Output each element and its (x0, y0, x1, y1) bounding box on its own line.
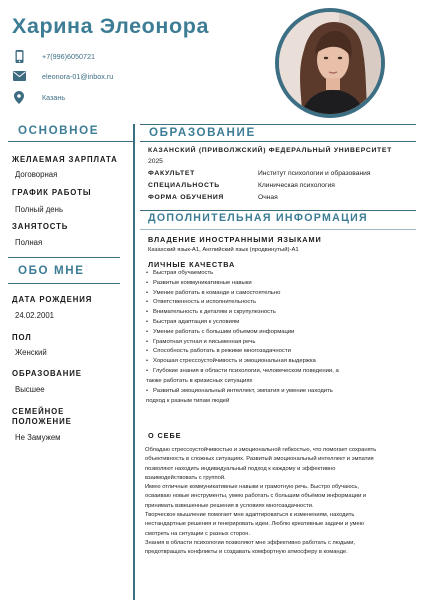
study-form-value: Очная (258, 194, 278, 201)
paragraph-line: Творческое мышление помогает мне адаптироваться к изменениям, находить (145, 512, 355, 519)
contact-email (12, 69, 113, 83)
section-additional-heading: ДОПОЛНИТЕЛЬНАЯ ИНФОРМАЦИЯ (148, 212, 368, 224)
paragraph-line: Обладаю стрессоустойчивостью и эмоциональной гибкостью, что помогает сохранять (145, 447, 377, 453)
paragraph-line: Знания в области психологии позволяют мне эффективно работать с людьми, (145, 539, 356, 546)
languages-value: Казахский язык-А1, Английский язык (продвинутый)-А1 (148, 247, 299, 253)
paragraph-line: осваиваю новые инструменты, умею работать с большим объёмом информации и (145, 493, 367, 500)
list-item: • Умение работать в команде и самостоятельно (146, 289, 416, 299)
paragraph-line: взаимодействовать с группой. (145, 474, 226, 481)
birth-value: 24.02.2001 (15, 311, 55, 320)
employment-value: Полная (15, 238, 43, 247)
location-text: Казань (42, 92, 66, 102)
divider (140, 210, 416, 211)
qualities-label: ЛИЧНЫЕ КАЧЕСТВА (148, 260, 236, 269)
divider (140, 124, 416, 125)
about-self-label: О СЕБЕ (148, 431, 182, 440)
divider (8, 257, 120, 258)
qualities-list (146, 269, 416, 377)
email-icon (12, 69, 26, 83)
paragraph-line: предотвращать конфликты и создавать комфортную атмосферу в команде. (145, 549, 348, 556)
location-icon (12, 90, 26, 104)
birth-label: ДАТА РОЖДЕНИЯ (12, 295, 93, 304)
section-main-heading: ОСНОВНОЕ (18, 124, 100, 137)
faculty-label: ФАКУЛЬТЕТ (148, 170, 195, 177)
languages-label: ВЛАДЕНИЕ ИНОСТРАННЫМИ ЯЗЫКАМИ (148, 235, 322, 244)
divider (8, 283, 120, 284)
divider (140, 141, 416, 142)
paragraph-line: смотреть на ситуации с разных сторон. (145, 530, 251, 537)
profile-photo (275, 8, 385, 118)
section-about-heading: ОБО МНЕ (18, 264, 85, 277)
gender-value: Женский (15, 348, 47, 357)
divider (140, 229, 416, 230)
schedule-label: ГРАФИК РАБОТЫ (12, 188, 92, 197)
employment-label: ЗАНЯТОСТЬ (12, 222, 69, 231)
paragraph-line: нестандартные решения и генерировать идеи. Люблю креативные задачи и умею (145, 521, 364, 528)
contact-location (12, 90, 65, 104)
education-level-value: Высшее (15, 385, 45, 394)
list-item-continuation: также работать в кризисных ситуациях (146, 378, 253, 384)
list-item: • Глубокие знания в области психологии, человеческом поведении, а (146, 367, 416, 377)
list-item: • Быстрая адаптация к условиям (146, 318, 416, 328)
university-name: КАЗАНСКИЙ (ПРИВОЛЖСКИЙ) ФЕДЕРАЛЬНЫЙ УНИВЕРСИТЕТ (148, 147, 392, 154)
paragraph-line: принимать взвешенные решения в условиях многозадачности. (145, 502, 314, 509)
list-item: • Развитый эмоциональный интеллект, эмпатия и умение находить (146, 387, 333, 397)
gender-label: ПОЛ (12, 333, 32, 342)
salary-label: ЖЕЛАЕМАЯ ЗАРПЛАТА (12, 155, 118, 164)
list-item: • Умение работать с большим объемом информации (146, 328, 416, 338)
list-item: • Способность работать в режиме многозадачности (146, 347, 416, 357)
column-divider (133, 124, 135, 600)
divider (8, 141, 134, 142)
candidate-name: Харина Элеонора (12, 14, 209, 38)
contact-phone (12, 49, 95, 63)
paragraph-line: объективность в сложных ситуациях. Развитый эмоциональный интеллект и эмпатия (145, 456, 374, 463)
list-item: • Развитые коммуникативные навыки (146, 279, 416, 289)
list-item: • Быстрая обучаемость (146, 269, 416, 279)
faculty-value: Институт психологии и образования (258, 170, 371, 177)
paragraph-line: позволяют находить индивидуальный подход к каждому и эффективно (145, 465, 336, 472)
email-text[interactable]: eleonora-01@inbox.ru (42, 71, 114, 81)
salary-value: Договорная (15, 170, 58, 179)
list-item: • Внимательность к деталям и скрупулезность (146, 308, 416, 318)
phone-text[interactable]: +7(996)6050721 (42, 51, 95, 61)
bullet: • (146, 388, 149, 394)
about-self-text (145, 446, 417, 558)
list-item: • Хорошая стрессоустойчивость и эмоциональная выдержка (146, 357, 416, 367)
specialty-label: СПЕЦИАЛЬНОСТЬ (148, 182, 220, 189)
marital-label: СЕМЕЙНОЕ ПОЛОЖЕНИЕ (12, 407, 72, 426)
education-level-label: ОБРАЗОВАНИЕ (12, 369, 82, 378)
list-item: • Грамотная устная и письменная речь (146, 338, 416, 348)
schedule-value: Полный день (15, 205, 64, 214)
section-education-heading: ОБРАЗОВАНИЕ (149, 126, 256, 139)
education-year: 2025 (148, 158, 163, 165)
marital-value: Не Замужем (15, 433, 61, 442)
list-item: • Ответственность и исполнительность (146, 298, 416, 308)
list-item-continuation: подход к разным типам людей (146, 398, 230, 404)
paragraph-line: Имею отличные коммуникативные навыки и грамотную речь. Быстро обучаюсь, (145, 484, 359, 491)
specialty-value: Клиническая психология (258, 182, 335, 189)
study-form-label: ФОРМА ОБУЧЕНИЯ (148, 194, 225, 201)
phone-icon (12, 49, 26, 63)
